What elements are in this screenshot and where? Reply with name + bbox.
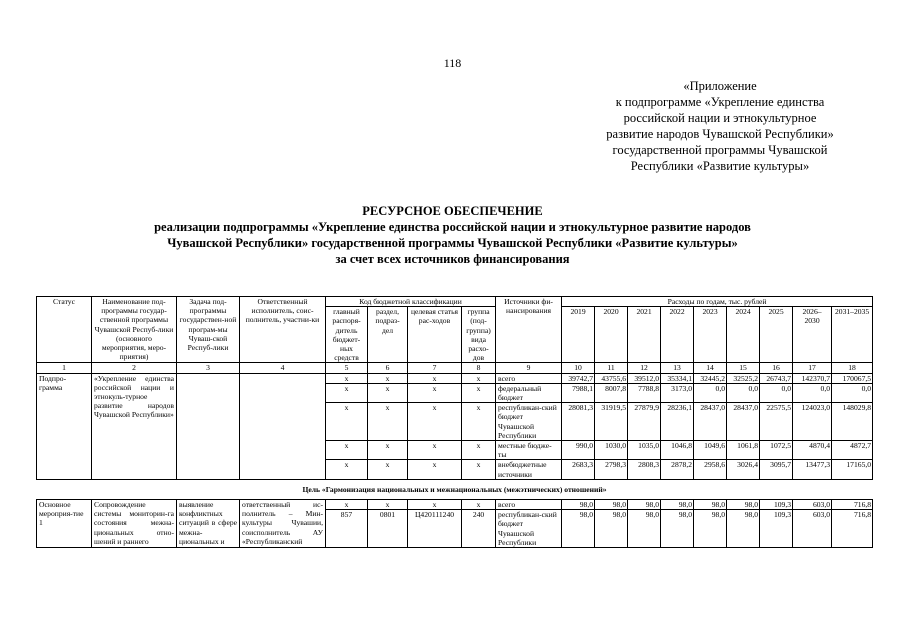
column-number: 14 (694, 363, 727, 373)
code-cell: х (408, 500, 462, 510)
header-year: 2020 (595, 307, 628, 363)
code-cell: х (408, 383, 462, 402)
value-cell: 98,0 (628, 510, 661, 548)
column-number: 8 (462, 363, 496, 373)
column-number: 7 (408, 363, 462, 373)
header-group: группа (под-группа) вида расхо-дов (462, 307, 496, 363)
code-cell: х (326, 373, 368, 383)
code-cell: х (462, 441, 496, 460)
value-cell: 28437,0 (694, 403, 727, 441)
code-cell: х (368, 441, 408, 460)
value-cell: 7788,8 (628, 383, 661, 402)
code-cell: х (462, 373, 496, 383)
code-cell: х (408, 403, 462, 441)
code-cell: х (368, 403, 408, 441)
code-cell: х (326, 403, 368, 441)
column-number: 2 (92, 363, 177, 373)
value-cell: 98,0 (694, 510, 727, 548)
document-title (0, 203, 905, 267)
value-cell: 603,0 (793, 500, 832, 510)
code-cell: 0801 (368, 510, 408, 548)
value-cell: 2878,2 (661, 460, 694, 479)
value-cell: 43755,6 (595, 373, 628, 383)
value-cell: 28236,1 (661, 403, 694, 441)
appendix-line: российской нации и этнокультурное (623, 111, 817, 125)
value-cell: 3173,0 (661, 383, 694, 402)
value-cell: 2798,3 (595, 460, 628, 479)
code-cell: х (462, 383, 496, 402)
table-row (37, 500, 873, 510)
header-sources: Источники фи-нансирования (496, 297, 562, 363)
code-cell: 240 (462, 510, 496, 548)
value-cell: 2958,6 (694, 460, 727, 479)
subprogram-status: Подпро-грамма (37, 373, 92, 479)
appendix-line: «Приложение (683, 79, 757, 93)
column-number: 6 (368, 363, 408, 373)
event-name: Сопровождение системы мониторин-га состояния межна-циональных отно-шений и раннего (92, 500, 177, 548)
value-cell: 17165,0 (832, 460, 873, 479)
source-cell: республикан-ский бюджет Чувашской Республики (496, 403, 562, 441)
value-cell: 98,0 (727, 500, 760, 510)
header-year: 2021 (628, 307, 661, 363)
value-cell: 98,0 (562, 500, 595, 510)
page-number: 118 (443, 56, 462, 70)
value-cell: 27879,9 (628, 403, 661, 441)
appendix-note (570, 78, 870, 174)
value-cell: 109,3 (760, 500, 793, 510)
header-year: 2022 (661, 307, 694, 363)
value-cell: 98,0 (628, 500, 661, 510)
event-task: выявление конфликтных ситуаций в сфере межна-циональных и (177, 500, 240, 548)
value-cell: 8007,8 (595, 383, 628, 402)
value-cell: 3026,4 (727, 460, 760, 479)
column-number: 1 (37, 363, 92, 373)
header-row (37, 297, 873, 307)
value-cell: 26743,7 (760, 373, 793, 383)
value-cell: 170067,5 (832, 373, 873, 383)
code-cell: х (368, 500, 408, 510)
title-line: реализации подпрограммы «Укрепление единства российской нации и этнокультурное развитие народов (154, 220, 751, 234)
code-cell: х (368, 373, 408, 383)
value-cell: 35334,1 (661, 373, 694, 383)
header-name: Наименование под-программы государ-ственной программы Чувашской Респуб-лики (основного мероприятия, меро-приятия) (92, 297, 177, 363)
column-number: 5 (326, 363, 368, 373)
value-cell: 0,0 (793, 383, 832, 402)
code-cell: х (368, 383, 408, 402)
resource-table (36, 296, 873, 548)
appendix-line: развитие народов Чувашской Республики» (606, 127, 834, 141)
value-cell: 1046,8 (661, 441, 694, 460)
value-cell: 32525,2 (727, 373, 760, 383)
value-cell: 2808,3 (628, 460, 661, 479)
goal-row (37, 479, 873, 499)
value-cell: 1072,5 (760, 441, 793, 460)
value-cell: 13477,3 (793, 460, 832, 479)
source-cell: федеральный бюджет (496, 383, 562, 402)
source-cell: республикан-ский бюджет Чувашской Республики (496, 510, 562, 548)
value-cell: 32445,2 (694, 373, 727, 383)
column-number: 4 (240, 363, 326, 373)
column-number: 3 (177, 363, 240, 373)
source-cell: всего (496, 373, 562, 383)
title-line: Чувашской Республики» государственной программы Чувашской Республики «Развитие культуры» (167, 236, 738, 250)
source-cell: внебюджетные источники (496, 460, 562, 479)
title-line: за счет всех источников финансирования (335, 252, 570, 266)
header-expenses: Расходы по годам, тыс. рублей (562, 297, 873, 307)
value-cell: 148029,8 (832, 403, 873, 441)
value-cell: 28081,3 (562, 403, 595, 441)
code-cell: х (368, 460, 408, 479)
code-cell: х (408, 441, 462, 460)
value-cell: 716,8 (832, 510, 873, 548)
column-number-row (37, 363, 873, 373)
value-cell: 98,0 (595, 500, 628, 510)
value-cell: 98,0 (595, 510, 628, 548)
column-number: 17 (793, 363, 832, 373)
code-cell: х (326, 441, 368, 460)
source-cell: всего (496, 500, 562, 510)
header-year: 2019 (562, 307, 595, 363)
column-number: 12 (628, 363, 661, 373)
column-number: 11 (595, 363, 628, 373)
subprogram-name: «Укрепление единства российской нации и этнокуль-турное развитие народов Чувашской Республики» (92, 373, 177, 479)
value-cell: 716,8 (832, 500, 873, 510)
header-section: раздел, подраз-дел (368, 307, 408, 363)
goal-text: Цель «Гармонизация национальных и межнациональных (межэтнических) отношений» (37, 479, 873, 499)
value-cell: 1049,6 (694, 441, 727, 460)
source-cell: местные бюдже-ты (496, 441, 562, 460)
value-cell: 1035,0 (628, 441, 661, 460)
value-cell: 0,0 (694, 383, 727, 402)
value-cell: 603,0 (793, 510, 832, 548)
header-budget-code: Код бюджетной классификации (326, 297, 496, 307)
value-cell: 1030,0 (595, 441, 628, 460)
code-cell: х (326, 460, 368, 479)
event-executor: ответственный ис-полнитель – Мин-культуры Чувашии, соисполнитель АУ «Республиканский (240, 500, 326, 548)
value-cell: 7988,1 (562, 383, 595, 402)
value-cell: 124023,0 (793, 403, 832, 441)
code-cell: х (462, 500, 496, 510)
value-cell: 28437,0 (727, 403, 760, 441)
code-cell: х (462, 460, 496, 479)
value-cell: 98,0 (727, 510, 760, 548)
table-row (37, 373, 873, 383)
value-cell: 31919,5 (595, 403, 628, 441)
value-cell: 4870,4 (793, 441, 832, 460)
header-year: 2023 (694, 307, 727, 363)
value-cell: 39512,0 (628, 373, 661, 383)
title-line: РЕСУРСНОЕ ОБЕСПЕЧЕНИЕ (362, 204, 543, 218)
code-cell: х (326, 383, 368, 402)
code-cell: х (408, 460, 462, 479)
value-cell: 98,0 (562, 510, 595, 548)
subprogram-executor (240, 373, 326, 479)
value-cell: 3095,7 (760, 460, 793, 479)
header-year: 2026–2030 (793, 307, 832, 363)
value-cell: 4872,7 (832, 441, 873, 460)
header-manager: главный распоря-дитель бюджет-ных средств (326, 307, 368, 363)
event-status: Основное мероприя-тие 1 (37, 500, 92, 548)
header-year: 2031–2035 (832, 307, 873, 363)
header-year: 2024 (727, 307, 760, 363)
subprogram-task (177, 373, 240, 479)
header-task: Задача под-программы государствен-ной програм-мы Чуваш-ской Респуб-лики (177, 297, 240, 363)
header-target: целевая статья рас-ходов (408, 307, 462, 363)
value-cell: 22575,5 (760, 403, 793, 441)
value-cell: 98,0 (694, 500, 727, 510)
header-executor: Ответственный исполнитель, соис-полнитель, участни-ки (240, 297, 326, 363)
appendix-line: Республики «Развитие культуры» (630, 159, 810, 173)
code-cell: 857 (326, 510, 368, 548)
appendix-line: государственной программы Чувашской (612, 143, 828, 157)
code-cell: х (326, 500, 368, 510)
value-cell: 2683,3 (562, 460, 595, 479)
value-cell: 39742,7 (562, 373, 595, 383)
code-cell: х (462, 403, 496, 441)
column-number: 13 (661, 363, 694, 373)
column-number: 18 (832, 363, 873, 373)
code-cell: Ц420111240 (408, 510, 462, 548)
appendix-line: к подпрограмме «Укрепление единства (615, 95, 825, 109)
value-cell: 0,0 (760, 383, 793, 402)
value-cell: 109,3 (760, 510, 793, 548)
value-cell: 0,0 (832, 383, 873, 402)
column-number: 15 (727, 363, 760, 373)
column-number: 16 (760, 363, 793, 373)
header-year: 2025 (760, 307, 793, 363)
value-cell: 0,0 (727, 383, 760, 402)
value-cell: 98,0 (661, 500, 694, 510)
value-cell: 142370,7 (793, 373, 832, 383)
value-cell: 1061,8 (727, 441, 760, 460)
value-cell: 990,0 (562, 441, 595, 460)
header-status: Статус (37, 297, 92, 363)
value-cell: 98,0 (661, 510, 694, 548)
code-cell: х (408, 373, 462, 383)
column-number: 9 (496, 363, 562, 373)
column-number: 10 (562, 363, 595, 373)
